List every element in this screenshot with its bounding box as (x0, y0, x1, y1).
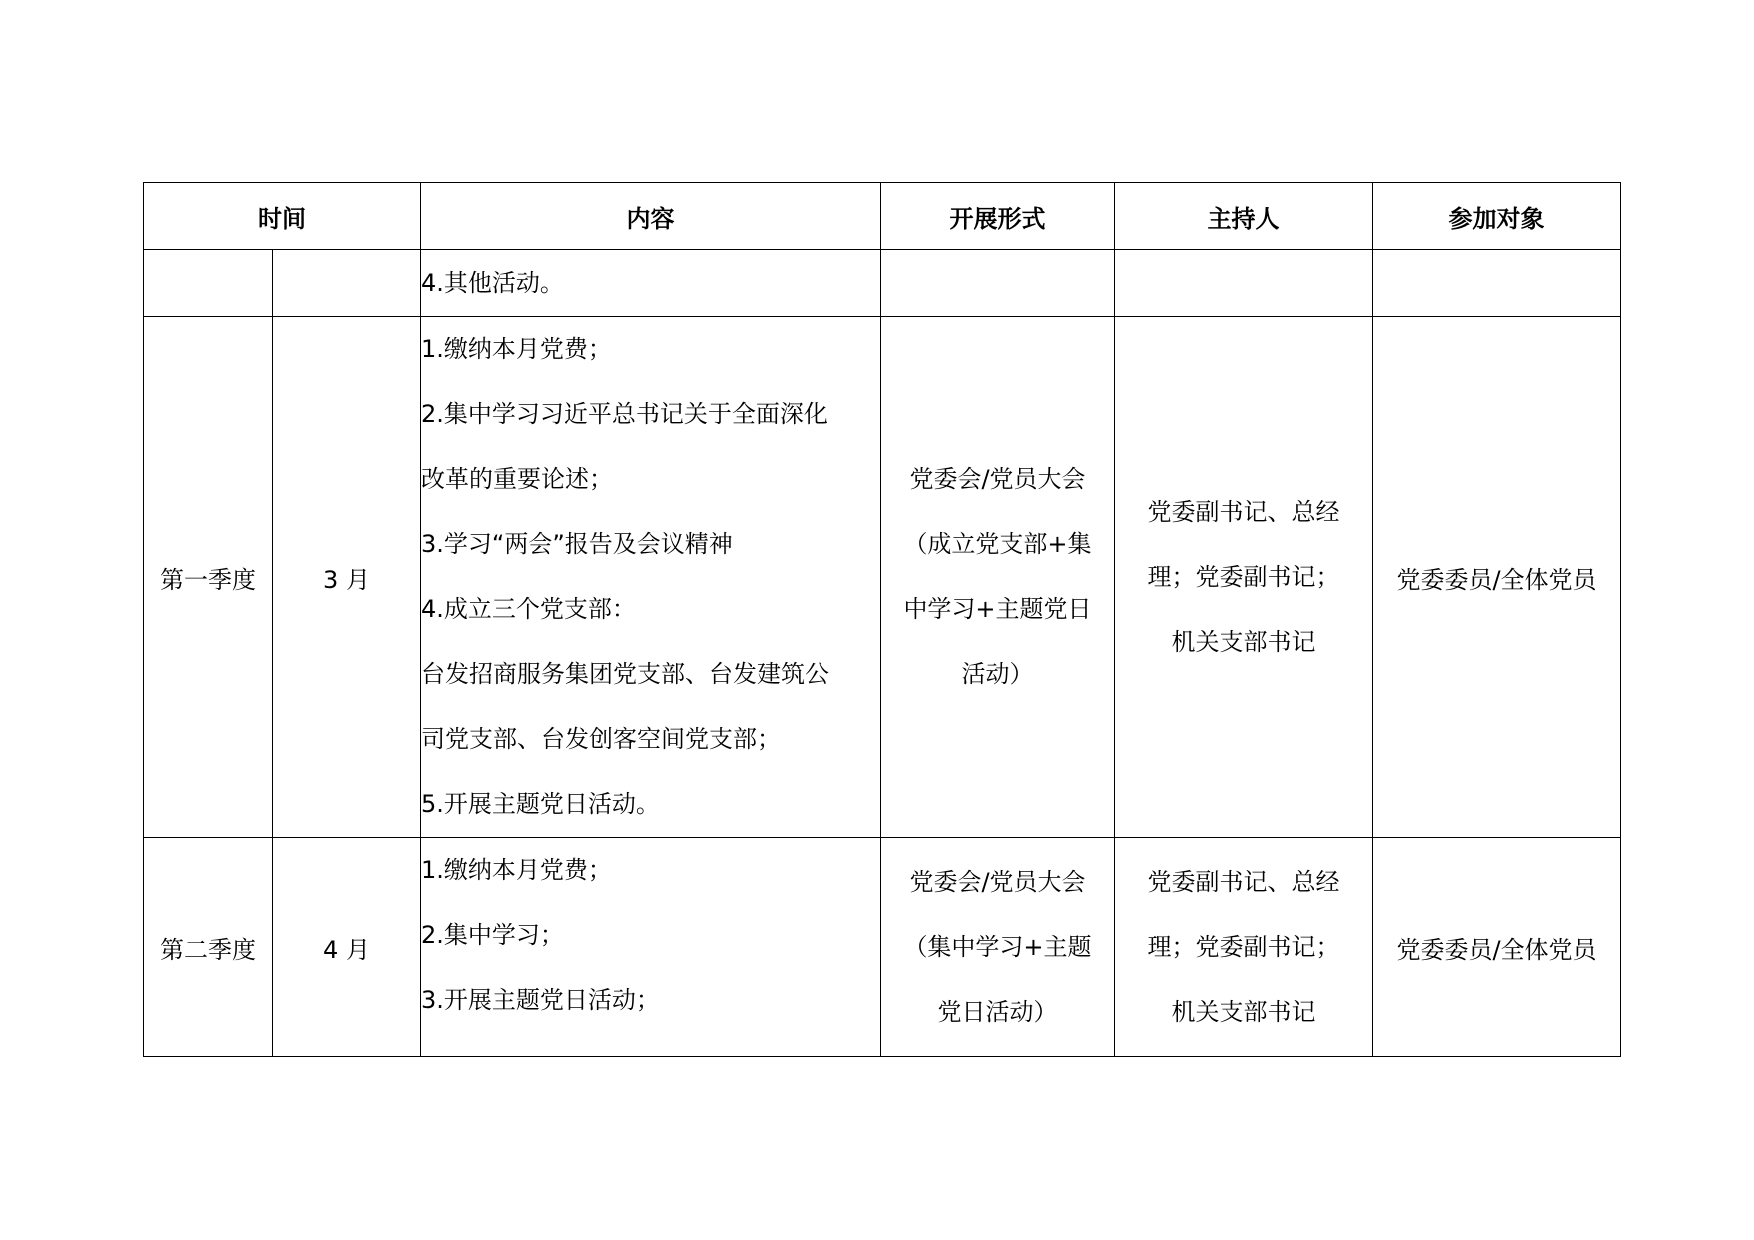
form-cell (881, 250, 1115, 317)
month-cell: 3 月 (273, 317, 421, 838)
month-cell (273, 250, 421, 317)
content-cell (421, 250, 881, 317)
table-row-q1 (144, 317, 1621, 838)
content-line: 3.学习“两会”报告及会议精神 (421, 530, 733, 558)
quarter-cell: 第二季度 (144, 838, 273, 1057)
header-participants: 参加对象 (1373, 183, 1621, 250)
activity-plan-table (143, 182, 1621, 1057)
header-time: 时间 (144, 183, 421, 250)
form-cell (881, 838, 1115, 1057)
content-line: 2.集中学习习近平总书记关于全面深化 (421, 400, 828, 428)
content-line: 4.成立三个党支部： (421, 595, 636, 623)
table-row-q2 (144, 838, 1621, 1057)
form-line: 党委会/党员大会 (909, 867, 1086, 896)
content-line: 改革的重要论述； (421, 465, 613, 493)
form-line: （成立党支部+集 (903, 530, 1092, 558)
table-row-continuation (144, 250, 1621, 317)
participants-cell (1373, 250, 1621, 317)
content-line: 4.其他活动。 (421, 269, 564, 297)
host-cell (1115, 838, 1373, 1057)
host-line: 机关支部书记 (1171, 997, 1316, 1026)
host-line: 党委副书记、总经 (1147, 497, 1340, 526)
participants-cell: 党委委员/全体党员 (1373, 317, 1621, 838)
header-form: 开展形式 (881, 183, 1115, 250)
host-line: 理；党委副书记； (1147, 562, 1340, 591)
form-line: 党委会/党员大会 (909, 465, 1086, 493)
host-line: 党委副书记、总经 (1147, 867, 1340, 896)
form-line: （集中学习+主题 (903, 932, 1092, 961)
host-line: 理；党委副书记； (1147, 932, 1340, 961)
form-line: 中学习+主题党日 (903, 595, 1092, 623)
month-cell: 4 月 (273, 838, 421, 1057)
content-line: 2.集中学习； (421, 921, 564, 949)
content-line: 5.开展主题党日活动。 (421, 790, 660, 818)
header-host: 主持人 (1115, 183, 1373, 250)
header-content: 内容 (421, 183, 881, 250)
host-cell (1115, 250, 1373, 317)
form-line: 活动） (961, 660, 1034, 688)
content-line: 台发招商服务集团党支部、台发建筑公 (421, 660, 829, 688)
content-line: 1.缴纳本月党费； (421, 856, 612, 884)
content-line: 3.开展主题党日活动； (421, 986, 660, 1014)
host-cell (1115, 317, 1373, 838)
form-line: 党日活动） (937, 997, 1058, 1026)
content-line: 1.缴纳本月党费； (421, 335, 612, 363)
form-cell (881, 317, 1115, 838)
host-line: 机关支部书记 (1171, 627, 1316, 656)
content-line: 司党支部、台发创客空间党支部； (421, 725, 781, 753)
quarter-cell: 第一季度 (144, 317, 273, 838)
content-cell (421, 317, 881, 838)
content-cell (421, 838, 881, 1057)
quarter-cell (144, 250, 273, 317)
participants-cell: 党委委员/全体党员 (1373, 838, 1621, 1057)
header-row (144, 183, 1621, 250)
